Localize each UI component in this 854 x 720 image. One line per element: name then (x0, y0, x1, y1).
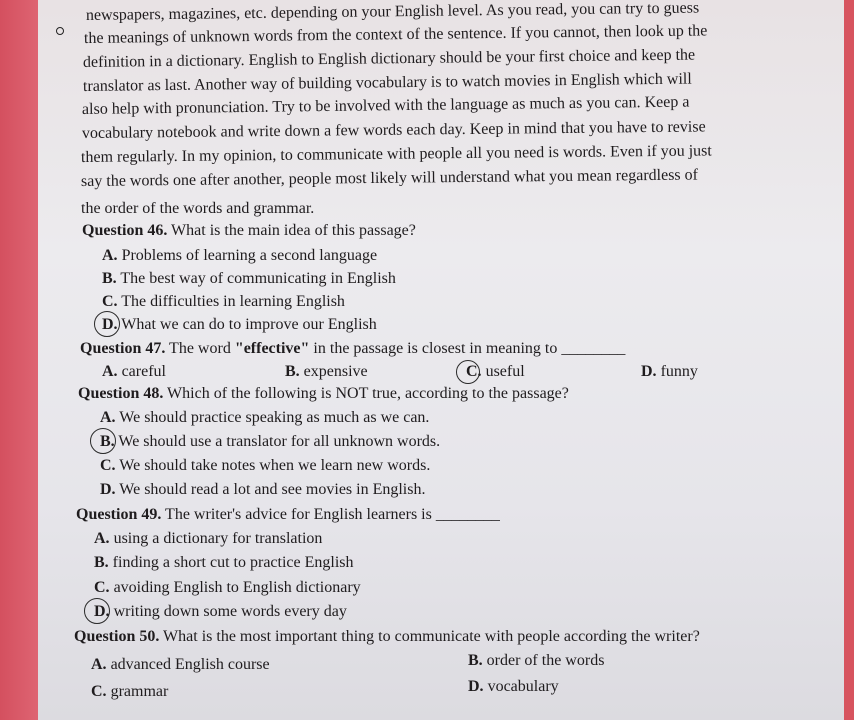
question-label: Question 47. (80, 340, 166, 357)
question-keyword: "effective" (234, 340, 310, 357)
option-text: vocabulary (483, 678, 559, 695)
option-letter: B. (102, 270, 117, 287)
option-letter: A. (102, 363, 118, 380)
answer-circle-mark (456, 360, 480, 384)
question-text: What is the main idea of this passage? (167, 222, 416, 239)
option-48-b[interactable] (100, 432, 440, 452)
option-50-c[interactable] (91, 682, 168, 702)
option-letter: D. (94, 603, 110, 620)
question-label: Question 46. (82, 222, 168, 239)
passage-line: translator as last. Another way of building vocabulary is to watch movies in English which will (82, 70, 692, 95)
option-letter: C. (466, 363, 482, 380)
option-letter: C. (102, 293, 118, 310)
option-47-d[interactable] (641, 362, 698, 382)
option-letter: C. (91, 683, 107, 700)
option-48-a[interactable] (100, 408, 429, 428)
option-49-a[interactable] (94, 529, 322, 549)
option-text: We should read a lot and see movies in English. (115, 481, 426, 498)
option-46-d[interactable] (102, 315, 377, 335)
option-47-a[interactable] (102, 362, 166, 382)
question-text: The writer's advice for English learners is ________ (161, 506, 500, 523)
option-46-c[interactable] (102, 292, 345, 312)
question-49 (76, 505, 500, 525)
option-letter: D. (468, 678, 484, 695)
question-47 (80, 339, 625, 359)
passage-line: definition in a dictionary. English to English dictionary should be your first choice and keep the (82, 46, 696, 71)
option-text: writing down some words every day (109, 603, 347, 620)
option-letter: B. (94, 554, 109, 571)
red-background-left (0, 0, 38, 720)
option-46-b[interactable] (102, 269, 396, 289)
question-label: Question 50. (74, 628, 160, 645)
option-letter: A. (94, 530, 110, 547)
option-text: avoiding English to English dictionary (109, 579, 361, 596)
option-text: We should take notes when we learn new words. (115, 457, 431, 474)
option-letter: B. (100, 433, 115, 450)
passage-line: also help with pronunciation. Try to be involved with the language as much as you can. Keep a (81, 93, 690, 118)
option-letter: D. (641, 363, 657, 380)
question-label: Question 48. (78, 385, 164, 402)
option-text: We should use a translator for all unknown words. (114, 433, 441, 450)
option-letter: C. (94, 579, 110, 596)
option-49-b[interactable] (94, 553, 354, 573)
passage-line: the order of the words and grammar. (81, 200, 315, 217)
bullet-mark-icon (56, 27, 64, 35)
option-text: order of the words (482, 652, 605, 669)
option-50-d[interactable] (468, 677, 559, 697)
passage-line: them regularly. In my opinion, to communicate with people all you need is words. Even if you just (80, 142, 712, 166)
option-48-c[interactable] (100, 456, 430, 476)
option-text: advanced English course (106, 656, 270, 673)
option-46-a[interactable] (102, 246, 377, 266)
option-text: useful (481, 363, 525, 380)
option-49-d[interactable] (94, 602, 347, 622)
option-text: expensive (299, 363, 368, 380)
option-text: What we can do to improve our English (117, 316, 377, 333)
option-50-a[interactable] (91, 655, 270, 675)
option-text: careful (117, 363, 166, 380)
option-text: The difficulties in learning English (117, 293, 345, 310)
question-46 (82, 221, 416, 241)
option-50-b[interactable] (468, 651, 604, 671)
option-text: The best way of communicating in English (116, 270, 396, 287)
question-50 (74, 627, 700, 647)
option-47-b[interactable] (285, 362, 368, 382)
option-text: finding a short cut to practice English (108, 554, 354, 571)
passage-line: newspapers, magazines, etc. depending on your English level. As you read, you can try to guess (85, 0, 700, 24)
option-text: We should practice speaking as much as we can. (115, 409, 430, 426)
red-background-right (844, 0, 854, 720)
question-text: What is the most important thing to communicate with people according the writer? (159, 628, 700, 645)
option-letter: C. (100, 457, 116, 474)
option-text: Problems of learning a second language (117, 247, 378, 264)
option-text: funny (656, 363, 698, 380)
answer-circle-mark (90, 428, 116, 454)
option-letter: B. (468, 652, 483, 669)
passage-line: the meanings of unknown words from the context of the sentence. If you cannot, then look up the (83, 22, 708, 47)
passage-line: say the words one after another, people most likely will understand what you mean regardless of (80, 166, 699, 190)
answer-circle-mark (94, 311, 120, 337)
option-48-d[interactable] (100, 480, 425, 500)
option-text: grammar (106, 683, 169, 700)
option-letter: D. (102, 316, 118, 333)
option-letter: A. (91, 656, 107, 673)
question-48 (78, 384, 569, 404)
option-49-c[interactable] (94, 578, 361, 598)
question-text: in the passage is closest in meaning to ________ (309, 340, 626, 357)
option-text: using a dictionary for translation (109, 530, 323, 547)
question-label: Question 49. (76, 506, 162, 523)
option-letter: B. (285, 363, 300, 380)
passage-line: vocabulary notebook and write down a few words each day. Keep in mind that you have to revise (81, 118, 706, 142)
answer-circle-mark (84, 598, 110, 624)
option-letter: A. (100, 409, 116, 426)
option-letter: A. (102, 247, 118, 264)
option-letter: D. (100, 481, 116, 498)
question-text: Which of the following is NOT true, according to the passage? (163, 385, 569, 402)
question-text: The word (165, 340, 235, 357)
